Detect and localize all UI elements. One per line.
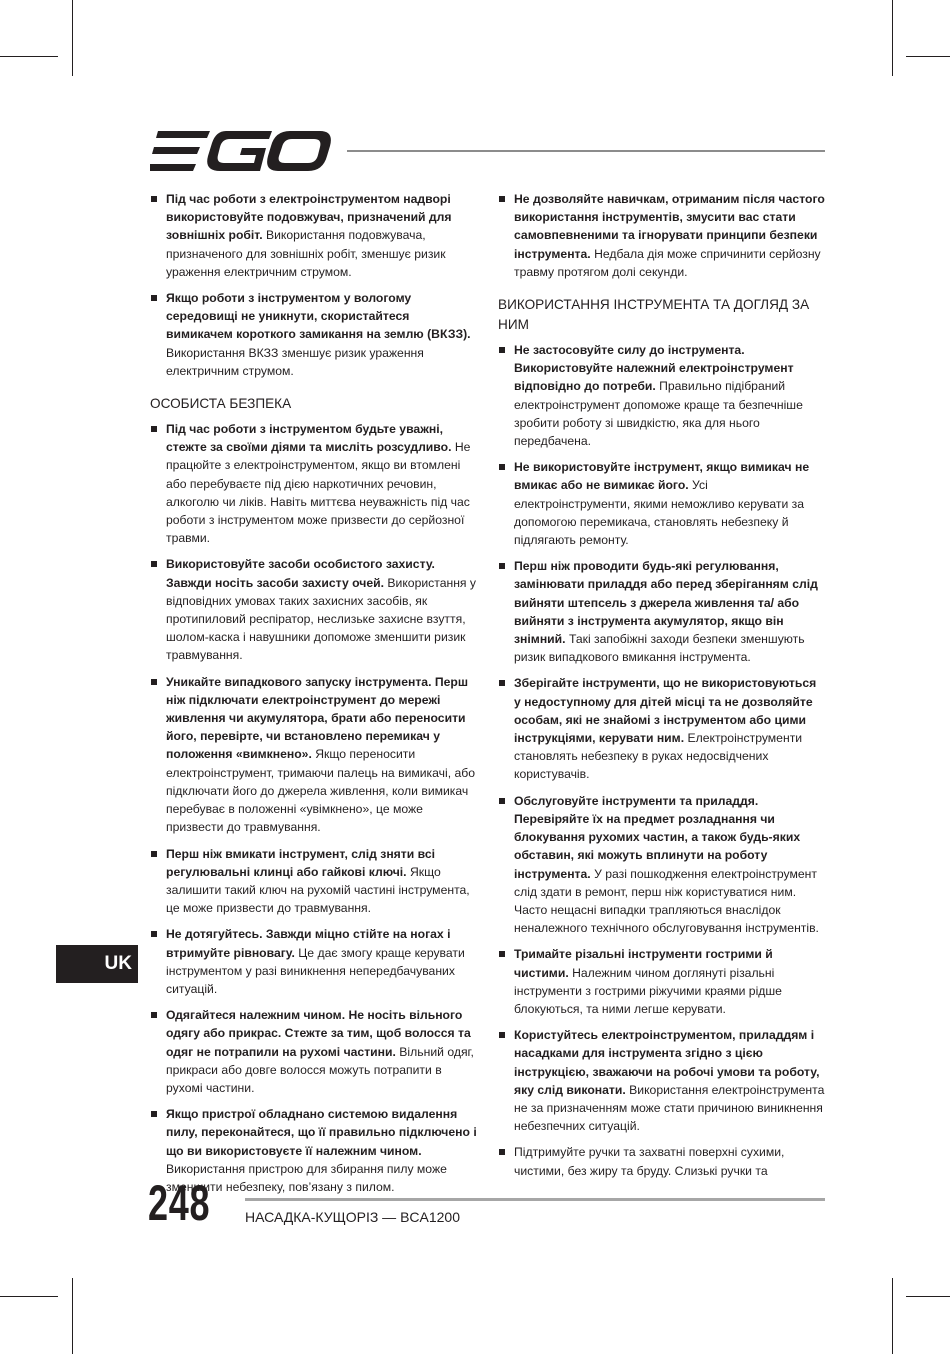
crop-mark-top-right-h	[906, 56, 950, 57]
list-item: Не застосовуйте силу до інструмента. Використовуйте належний електроінструмент відповідно до потреби. Правильно підібраний електроінструмент допоможе краще та безпечніше зробити роботу зі швидкістю, яка для нього передбачена.	[498, 341, 826, 450]
bullet-square-icon	[499, 798, 505, 804]
page-number: 248	[148, 1175, 211, 1231]
bullet-square-icon	[499, 563, 505, 569]
bullet-square-icon	[499, 1149, 505, 1155]
bullet-square-icon	[151, 1012, 157, 1018]
bullet-square-icon	[151, 851, 157, 857]
bullet-square-icon	[151, 679, 157, 685]
bullet-square-icon	[151, 196, 157, 202]
language-tab: UK	[56, 945, 138, 983]
header-rule	[347, 150, 825, 152]
list-item: Не використовуйте інструмент, якщо вимикач не вмикає або не вимикає його. Усі електроінструменти, якими неможливо керувати за допомогою перемикача, становлять небезпеку й підлягають ремонту.	[498, 458, 826, 549]
crop-mark-top-right-v	[892, 0, 893, 76]
bullet-square-icon	[499, 347, 505, 353]
bullet-square-icon	[151, 426, 157, 432]
footer-rule	[245, 1198, 825, 1201]
list-item: Тримайте різальні інструменти гострими й чистими. Належним чином доглянуті різальні інструменти з гострими ріжучими краями рідше блокуються, та ними легше керувати.	[498, 945, 826, 1018]
section-heading: ОСОБИСТА БЕЗПЕКА	[150, 396, 292, 412]
crop-mark-bottom-right-v	[892, 1278, 893, 1354]
bullet-square-icon	[151, 931, 157, 937]
bullet-square-icon	[151, 561, 157, 567]
list-item: Уникайте випадкового запуску інструмента. Перш ніж підключати електроінструмент до мережі живлення чи акумулятора, брати або переносити його, перевірте, чи встановлено перемикач у положення «вимкнено». Якщо переносити електроінструмент, тримаючи палець на вимикачі, або підключати його до джерела живлення, коли вимикач перебуває в положенні «увімкнено», це може призвести до травмування.	[150, 673, 478, 837]
crop-mark-top-left-h	[0, 56, 58, 57]
list-item: Під час роботи з інструментом будьте уважні, стежте за своїми діями та мисліть розсудливо. Не працюйте з електроінструментом, якщо ви втомлені або перебуваєте під дією наркотичних речовин, алкоголю чи ліків. Навіть миттєва неуважність під час роботи з інструментом може призвести до серйозної травми.	[150, 420, 478, 547]
bullet-square-icon	[499, 951, 505, 957]
bullet-square-icon	[151, 295, 157, 301]
ego-logo	[150, 131, 332, 171]
list-item: Зберігайте інструменти, що не використовуються у недоступному для дітей місці та не дозволяйте особам, які не знайомі з інструментом або цими інструкціями, керувати ним. Електроінструменти становлять небезпеку в руках недосвідчених користувачів.	[498, 674, 826, 783]
crop-mark-bottom-left-h	[0, 1296, 58, 1297]
crop-mark-bottom-right-h	[906, 1296, 950, 1297]
section-heading: ВИКОРИСТАННЯ ІНСТРУМЕНТА ТА ДОГЛЯД ЗА НИМ	[498, 297, 810, 333]
bullet-square-icon	[499, 680, 505, 686]
crop-mark-top-left-v	[72, 0, 73, 76]
list-item: Не дозволяйте навичкам, отриманим після частого використання інструментів, змусити вас стати самовпевненими та ігнорувати принципи безпеки інструмента. Недбала дія може спричинити серйозну травму протягом долі секунди.	[498, 190, 826, 281]
list-item: Використовуйте засоби особистого захисту. Завжди носіть засоби захисту очей. Використання у відповідних умовах таких захисних засобів, як протипиловий респіратор, неслизьке захисне взуття, шолом-каска і навушники допоможе зменшити ризик травмування.	[150, 555, 478, 664]
list-item: Якщо пристрої обладнано системою видалення пилу, переконайтеся, що її правильно підключено і що ви використовуєте її належним чином. Використання пристрою для збирання пилу може зменшити небезпеку, пов’язану з пилом.	[150, 1105, 478, 1196]
list-item: Під час роботи з електроінструментом надворі використовуйте подовжувач, призначений для зовнішніх робіт. Використання подовжувача, призначеного для зовнішніх робіт, зменшує ризик ураження електричним струмом.	[150, 190, 478, 281]
footer-title: НАСАДКА-КУЩОРІЗ — BCA1200	[245, 1209, 460, 1225]
list-item: Перш ніж вмикати інструмент, слід зняти всі регулювальні клинці або гайкові ключі. Якщо залишити такий ключ на рухомій частині інструмента, це може призвести до травмування.	[150, 845, 478, 918]
left-column	[150, 190, 478, 1204]
list-item: Якщо роботи з інструментом у вологому середовищі не уникнути, скористайтеся вимикачем короткого замикання на землю (ВКЗЗ). Використання ВКЗЗ зменшує ризик ураження електричним струмом.	[150, 289, 478, 380]
list-item: Одягайтеся належним чином. Не носіть вільного одягу або прикрас. Стежте за тим, щоб волосся та одяг не потрапили на рухомі частини. Вільний одяг, прикраси або довге волосся можуть потрапити в рухомі частини.	[150, 1006, 478, 1097]
bullet-square-icon	[499, 196, 505, 202]
right-column	[498, 190, 826, 1188]
list-item: Підтримуйте ручки та захватні поверхні сухими, чистими, без жиру та бруду. Слизькі ручки та	[498, 1143, 826, 1179]
list-item: Перш ніж проводити будь-які регулювання, замінювати приладдя або перед зберіганням слід вийняти штепсель з джерела живлення та/ або вийняти з інструмента акумулятор, якщо він знімний. Такі запобіжні заходи безпеки зменшують ризик випадкового вмикання інструмента.	[498, 557, 826, 666]
list-item: Користуйтесь електроінструментом, приладдям і насадками для інструмента згідно з цією інструкцією, зважаючи на робочі умови та роботу, яку слід виконати. Використання електроінструмента не за призначенням може стати причиною виникнення небезпечних ситуацій.	[498, 1026, 826, 1135]
list-item: Не дотягуйтесь. Завжди міцно стійте на ногах і втримуйте рівновагу. Це дає змогу краще керувати інструментом у разі виникнення непередбачуваних ситуацій.	[150, 925, 478, 998]
bullet-square-icon	[499, 1032, 505, 1038]
bullet-square-icon	[151, 1111, 157, 1117]
bullet-square-icon	[499, 464, 505, 470]
crop-mark-bottom-left-v	[72, 1278, 73, 1354]
list-item: Обслуговуйте інструменти та приладдя. Перевіряйте їх на предмет розладнання чи блокування рухомих частин, а також будь-яких обставин, які можуть вплинути на роботу інструмента. У разі пошкодження електроінструмент слід здати в ремонт, перш ніж користуватися ним. Часто нещасні випадки трапляються внаслідок неналежного технічного обслуговування інструментів.	[498, 792, 826, 938]
